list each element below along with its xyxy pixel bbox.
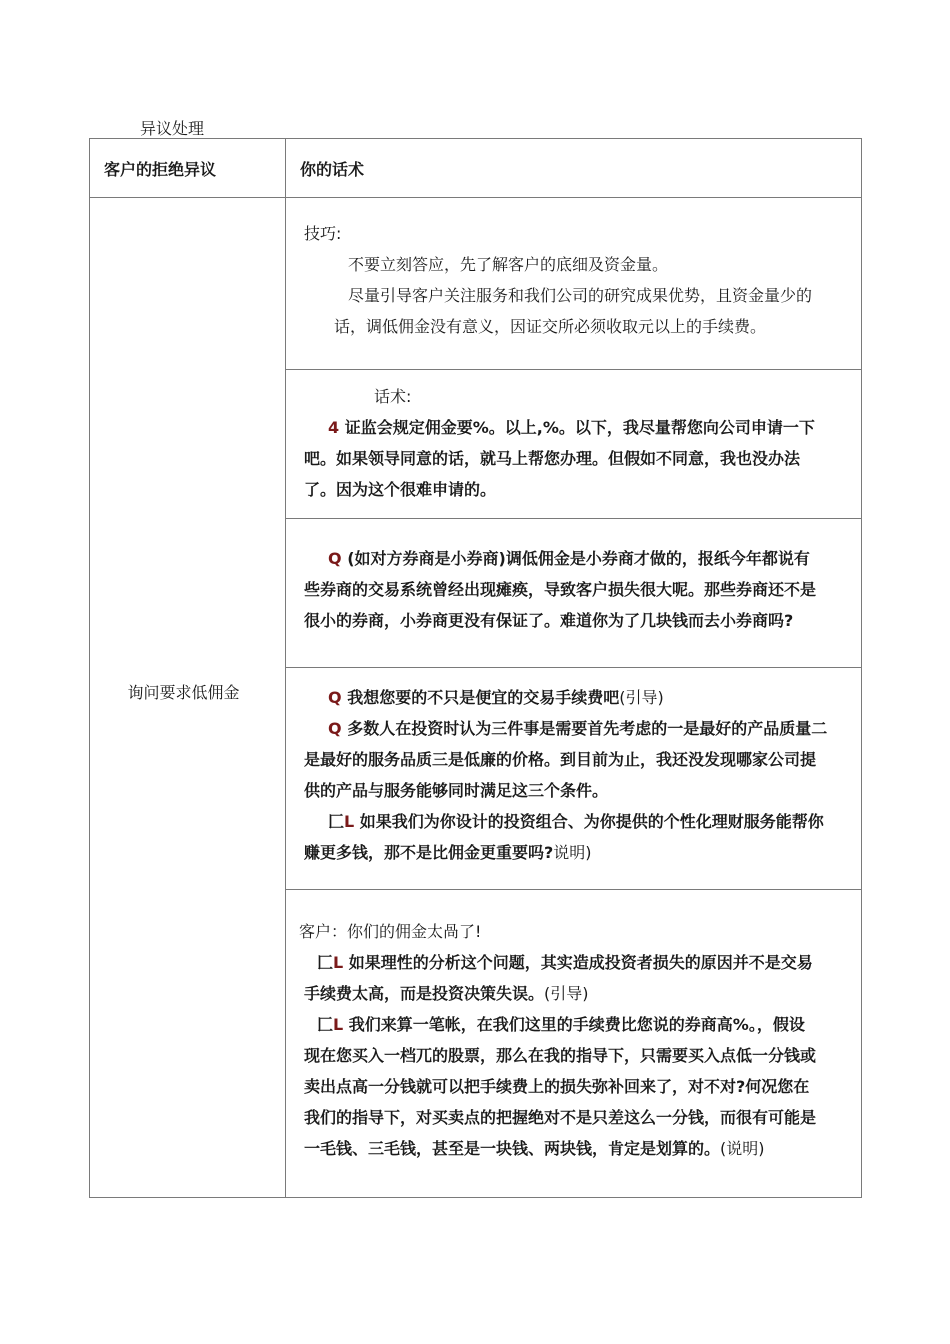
marker-l: L xyxy=(333,1015,344,1034)
script-note: (说明) xyxy=(720,1139,765,1158)
script-line: 是最好的服务品质三是低廉的价格。到目前为止，我还没发现哪家公司提 xyxy=(304,750,817,769)
script-line: 手续费太高，而是投资决策失误。 xyxy=(304,984,545,1003)
script-cell-2 xyxy=(286,519,862,668)
objection-cell xyxy=(90,198,286,1198)
script-line: 如果理性的分析这个问题，其实造成投资者损失的原因并不是交易 xyxy=(348,953,813,972)
marker-q: Q xyxy=(328,719,342,738)
header-row xyxy=(90,139,862,198)
script-line: 吧。如果领导同意的话，就马上帮您办理。但假如不同意，我也没办法 xyxy=(304,449,801,468)
header-script: 你的话术 xyxy=(286,139,862,198)
script-heading: 话术: xyxy=(374,387,412,406)
script-line: 证监会规定佣金要%。以上,%。以下，我尽量帮您向公司申请一下 xyxy=(344,418,815,437)
bracket-symbol: 匚 xyxy=(317,1015,334,1034)
tips-line: 不要立刻答应，先了解客户的底细及资金量。 xyxy=(348,255,669,274)
script-line: 很小的券商，小券商更没有保证了。难道你为了几块钱而去小券商吗? xyxy=(304,611,794,630)
script-line: 如果我们为你设计的投资组合、为你提供的个性化理财服务能帮你 xyxy=(359,812,824,831)
script-line: 一毛钱、三毛钱，甚至是一块钱、两块钱，肯定是划算的。 xyxy=(304,1139,721,1158)
script-line: 赚更多钱，那不是比佣金更重要吗? xyxy=(304,843,554,862)
bracket-symbol: 匚 xyxy=(328,812,345,831)
document-title: 异议处理 xyxy=(140,119,205,138)
bracket-symbol: 匚 xyxy=(317,953,334,972)
table-row xyxy=(90,198,862,370)
script-line: (如对方券商是小券商)调低佣金是小券商才做的，报纸今年都说有 xyxy=(347,549,810,568)
script-cell-1 xyxy=(286,370,862,519)
marker-4: 4 xyxy=(328,418,340,437)
marker-l: L xyxy=(344,812,355,831)
tips-heading: 技巧: xyxy=(304,224,342,243)
tips-line: 尽量引导客户关注服务和我们公司的研究成果优势，且资金量少的 xyxy=(348,286,813,305)
tips-cell xyxy=(286,198,862,370)
script-line: 了。因为这个很难申请的。 xyxy=(304,480,497,499)
script-line: 我想您要的不只是便宜的交易手续费吧 xyxy=(347,688,620,707)
script-line: 现在您买入一档兀的股票，那么在我的指导下，只需要买入点低一分钱或 xyxy=(304,1046,817,1065)
script-line: 卖出点高一分钱就可以把手续费上的损失弥补回来了，对不对?何况您在 xyxy=(304,1077,810,1096)
marker-q: Q xyxy=(328,549,342,568)
script-note: 说明) xyxy=(553,843,592,862)
script-note: (引导) xyxy=(544,984,589,1003)
objection-label: 询问要求低佣金 xyxy=(127,683,240,702)
script-cell-3 xyxy=(286,668,862,890)
script-line: 我们的指导下，对买卖点的把握绝对不是只差这么一分钱，而很有可能是 xyxy=(304,1108,817,1127)
script-line: 供的产品与服务能够同时满足这三个条件。 xyxy=(304,781,609,800)
tips-line: 话，调低佣金没有意义，因证交所必须收取元以上的手续费。 xyxy=(334,317,767,336)
script-note: (引导) xyxy=(619,688,664,707)
marker-q: Q xyxy=(328,688,342,707)
script-line: 我们来算一笔帐，在我们这里的手续费比您说的券商高%。，假设 xyxy=(348,1015,805,1034)
objection-table xyxy=(89,138,862,1198)
script-cell-4 xyxy=(286,890,862,1198)
script-line: 些券商的交易系统曾经出现瘫痪，导致客户损失很大呢。那些券商还不是 xyxy=(304,580,817,599)
script-line: 多数人在投资时认为三件事是需要首先考虑的一是最好的产品质量二 xyxy=(347,719,828,738)
marker-l: L xyxy=(333,953,344,972)
header-objection: 客户的拒绝异议 xyxy=(90,139,286,198)
customer-line: 客户：你们的佣金太咼了! xyxy=(299,922,482,941)
